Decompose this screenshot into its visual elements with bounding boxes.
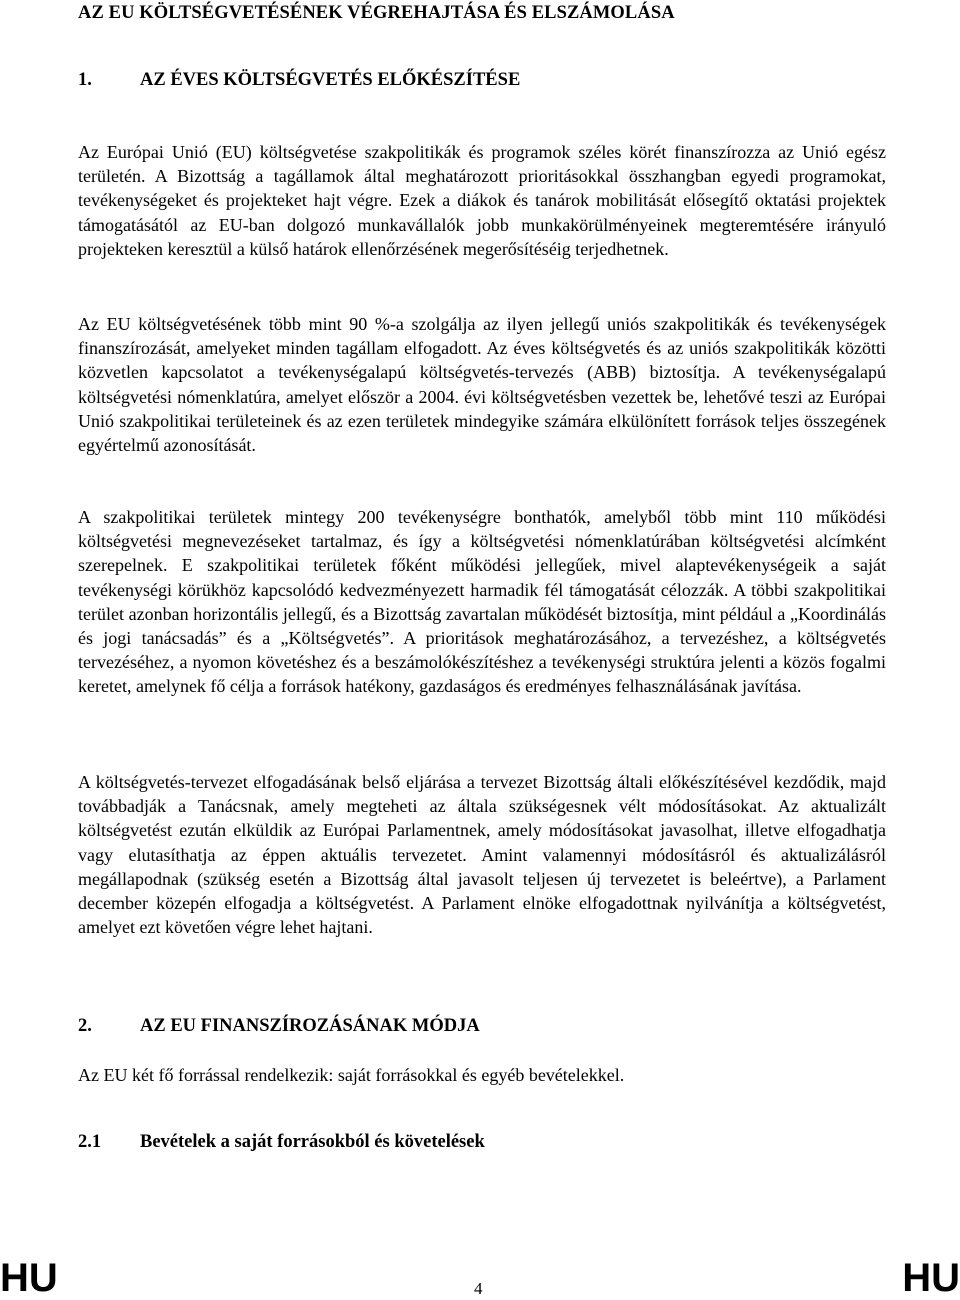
document-title: AZ EU KÖLTSÉGVETÉSÉNEK VÉGREHAJTÁSA ÉS ELSZÁMOLÁSA bbox=[78, 3, 675, 23]
section-2-number: 2. bbox=[78, 1016, 92, 1036]
section-2-1-heading bbox=[78, 1132, 485, 1153]
section-2-1-number: 2.1 bbox=[78, 1132, 102, 1152]
section-1-paragraph-2: Az EU költségvetésének több mint 90 %-a szolgálja az ilyen jellegű uniós szakpolitikák és tevékenységek finanszírozását, amelyeket minden tagállam elfogadott. Az éves költségvetés és az uniós szakpolitikák közötti közvetlen kapcsolatot a tevékenységalapú költségvetés-tervezés (ABB) biztosítja. A tevékenységalapú költségvetési nómenklatúra, amelyet először a 2004. évi költségvetésben vezettek be, lehetővé teszi az Európai Unió szakpolitikai területeinek és az ezen területek mindegyike számára elkülönített források teljes összegének egyértelmű azonosítását. bbox=[78, 314, 886, 456]
footer-language-tag-right: HU bbox=[902, 1256, 960, 1300]
section-1-paragraph-4: A költségvetés-tervezet elfogadásának belső eljárása a tervezet Bizottság általi előkészítésével kezdődik, majd továbbadják a Tanácsnak, amely megteheti az általa szükségesnek vélt módosításokat. Az aktualizált költségvetést ezután elküldik az Európai Parlamentnek, amely módosításokat javasolhat, illetve elfogadhatja vagy elutasíthatja az éppen aktuális tervezetet. Amint valamennyi módosításról és aktualizálásról megállapodnak (szükség esetén a Bizottság által javasolt teljesen új tervezetet is beleértve), a Parlament december közepén elfogadja a költségvetést. A Parlament elnöke elfogadottnak nyilvánítja a költségvetést, amelyet ezt követően végre lehet hajtani. bbox=[78, 772, 886, 938]
section-1-heading bbox=[78, 70, 520, 91]
page-number: 4 bbox=[474, 1279, 483, 1298]
footer-language-tag-left: HU bbox=[0, 1256, 58, 1300]
section-2-paragraph: Az EU két fő forrással rendelkezik: saját forrásokkal és egyéb bevételekkel. bbox=[78, 1065, 625, 1085]
section-2-heading bbox=[78, 1016, 480, 1037]
section-1-number: 1. bbox=[78, 70, 92, 90]
section-1-paragraph-3: A szakpolitikai területek mintegy 200 tevékenységre bonthatók, amelyből több mint 110 működési költségvetési megnevezéseket tartalmaz, és így a költségvetési nómenklatúrában költségvetési alcímként szerepelnek. E szakpolitikai területek főként működési jellegűek, mivel alaptevékenységeik a saját tevékenységi körükhöz kapcsolódó kedvezményezett harmadik fél támogatását célozzák. A többi szakpolitikai terület azonban horizontális jellegű, és a Bizottság zavartalan működését biztosítja, mint például a „Koordinálás és jogi tanácsadás” és a „Költségvetés”. A prioritások meghatározásához, a tervezéshez, a költségvetés tervezéséhez, a nyomon követéshez és a beszámolókészítéshez a tevékenységi struktúra jelenti a közös fogalmi keretet, amelynek fő célja a források hatékony, gazdaságos és eredményes felhasználásának javítása. bbox=[78, 507, 886, 697]
section-1-title: AZ ÉVES KÖLTSÉGVETÉS ELŐKÉSZÍTÉSE bbox=[140, 70, 521, 90]
section-1-paragraph-1: Az Európai Unió (EU) költségvetése szakpolitikák és programok széles körét finanszírozza az Unió egész területén. A Bizottság a tagállamok által meghatározott prioritásokkal összhangban egyedi programokat, tevékenységeket és projekteket hajt végre. Ezek a diákok és tanárok mobilitását elősegítő oktatási projektek támogatásától az EU-ban dolgozó munkavállalók jobb munkakörülményeinek megteremtésére irányuló projekteken keresztül a külső határok ellenőrzésének megerősítéséig terjedhetnek. bbox=[78, 142, 886, 259]
section-2-1-title: Bevételek a saját forrásokból és követelések bbox=[140, 1132, 485, 1152]
section-2-title: AZ EU FINANSZÍROZÁSÁNAK MÓDJA bbox=[140, 1016, 480, 1036]
